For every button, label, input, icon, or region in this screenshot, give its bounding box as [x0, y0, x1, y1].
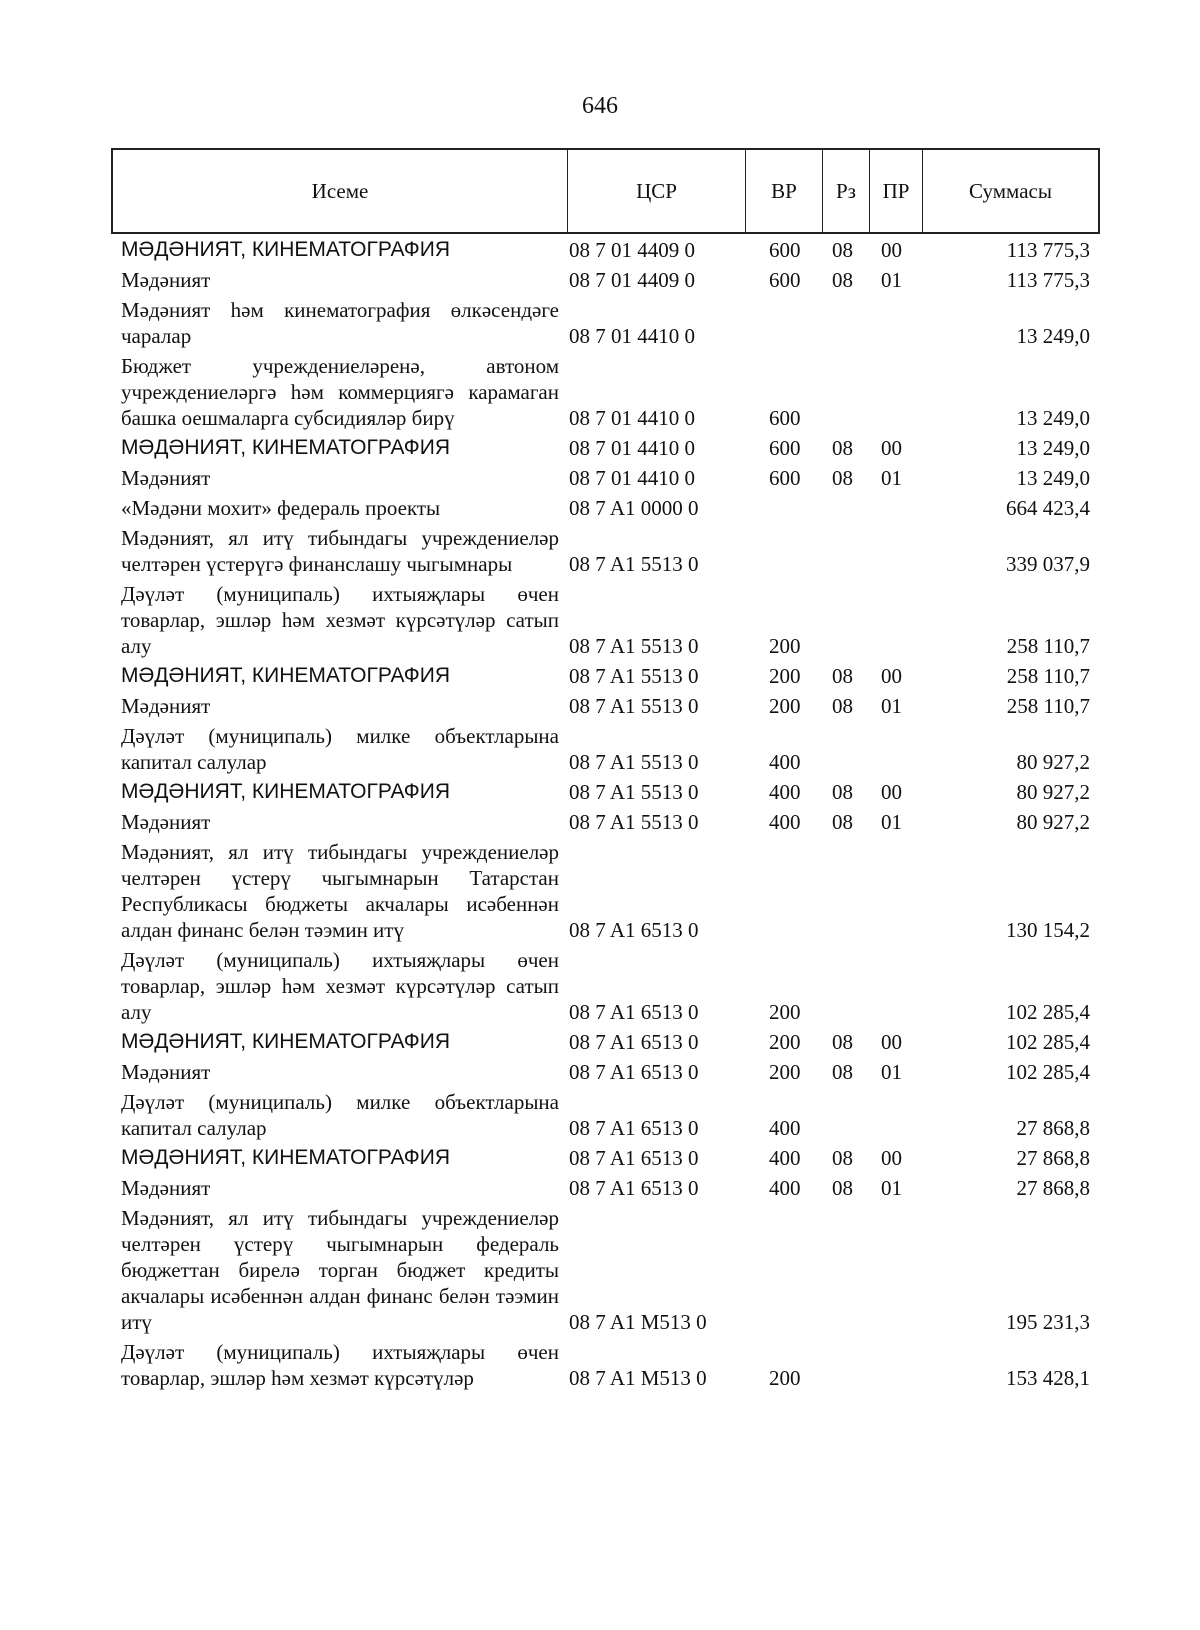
table-row [111, 1086, 1100, 1142]
row-name: Дәүләт (муниципаль) ихтыяҗлары өчен товарлар, эшләр һәм хезмәт күрсәтүләр [121, 1340, 559, 1390]
row-sum: 258 110,7 [1006, 694, 1090, 718]
row-name: «Мәдәни мохит» федераль проекты [121, 496, 441, 520]
row-csr: 08 7 A1 M513 0 [569, 1366, 707, 1390]
row-csr: 08 7 01 4410 0 [569, 436, 695, 460]
row-csr: 08 7 A1 6513 0 [569, 1176, 699, 1200]
table-row [111, 690, 1100, 720]
row-rz: 08 [832, 1060, 853, 1084]
row-name: Мәдәният [121, 1060, 211, 1084]
row-name: МӘДӘНИЯТ, КИНЕМАТОГРАФИЯ [121, 238, 450, 261]
table-row [111, 720, 1100, 776]
row-name: Мәдәният [121, 268, 211, 292]
row-name: МӘДӘНИЯТ, КИНЕМАТОГРАФИЯ [121, 1030, 450, 1053]
row-name: Дәүләт (муниципаль) ихтыяҗлары өчен товарлар, эшләр һәм хезмәт күрсәтүләр сатып алу [121, 948, 559, 1024]
row-csr: 08 7 A1 5513 0 [569, 694, 699, 718]
row-csr: 08 7 A1 6513 0 [569, 1030, 699, 1054]
row-sum: 113 775,3 [1006, 238, 1090, 262]
row-vr: 400 [769, 1176, 801, 1200]
row-name: Мәдәният [121, 694, 211, 718]
row-pr: 00 [881, 436, 902, 460]
row-name: Мәдәният [121, 810, 211, 834]
row-csr: 08 7 A1 5513 0 [569, 664, 699, 688]
budget-table-body [111, 234, 1100, 1392]
row-vr: 200 [769, 634, 801, 658]
table-header [111, 148, 1100, 234]
row-name: Мәдәният, ял итү тибындагы учреждениеләр челтәрен үстерү чыгымнарын федераль бюджеттан бирелә торган бюджет кредиты акчалары исәбеннән алдан финанс белән тәэмин итү [121, 1206, 559, 1334]
row-sum: 13 249,0 [1016, 324, 1090, 348]
row-csr: 08 7 A1 6513 0 [569, 918, 699, 942]
row-csr: 08 7 01 4410 0 [569, 324, 695, 348]
row-csr: 08 7 A1 0000 0 [569, 496, 699, 520]
row-name: Мәдәният, ял итү тибындагы учреждениеләр челтәрен үстерүгә финанслашу чыгымнары [121, 526, 559, 576]
row-csr: 08 7 A1 6513 0 [569, 1000, 699, 1024]
table-row [111, 776, 1100, 806]
row-pr: 01 [881, 1176, 902, 1200]
row-name: МӘДӘНИЯТ, КИНЕМАТОГРАФИЯ [121, 664, 450, 687]
row-vr: 600 [769, 238, 801, 262]
row-vr: 400 [769, 1116, 801, 1140]
row-rz: 08 [832, 1146, 853, 1170]
row-sum: 664 423,4 [1006, 496, 1090, 520]
table-row [111, 944, 1100, 1026]
row-vr: 600 [769, 268, 801, 292]
row-pr: 00 [881, 1030, 902, 1054]
row-rz: 08 [832, 466, 853, 490]
row-csr: 08 7 01 4409 0 [569, 238, 695, 262]
table-row [111, 264, 1100, 294]
row-vr: 400 [769, 810, 801, 834]
row-vr: 400 [769, 780, 801, 804]
row-csr: 08 7 A1 M513 0 [569, 1310, 707, 1334]
row-vr: 600 [769, 436, 801, 460]
row-csr: 08 7 01 4409 0 [569, 268, 695, 292]
table-row [111, 350, 1100, 432]
row-sum: 80 927,2 [1016, 810, 1090, 834]
row-name: Мәдәният һәм кинематография өлкәсендәге чаралар [121, 298, 559, 348]
row-vr: 200 [769, 1030, 801, 1054]
table-row [111, 578, 1100, 660]
row-name: МӘДӘНИЯТ, КИНЕМАТОГРАФИЯ [121, 780, 450, 803]
row-name: Бюджет учреждениеләренә, автоном учреждениеләргә һәм коммерциягә карамаган башка оешмаларга субсидияләр бирү [121, 354, 559, 430]
header-csr: ЦСР [567, 150, 745, 232]
row-name: Дәүләт (муниципаль) милке объектларына капитал салулар [121, 1090, 559, 1140]
row-vr: 200 [769, 1060, 801, 1084]
row-sum: 13 249,0 [1016, 436, 1090, 460]
header-sum: Суммасы [922, 150, 1098, 232]
row-csr: 08 7 01 4410 0 [569, 466, 695, 490]
row-sum: 153 428,1 [1006, 1366, 1090, 1390]
row-sum: 258 110,7 [1006, 634, 1090, 658]
row-vr: 200 [769, 694, 801, 718]
row-sum: 80 927,2 [1016, 780, 1090, 804]
page-number: 646 [582, 93, 618, 119]
header-name: Исеме [311, 178, 369, 203]
row-name: Мәдәният [121, 466, 211, 490]
row-vr: 200 [769, 664, 801, 688]
row-csr: 08 7 A1 6513 0 [569, 1060, 699, 1084]
row-sum: 195 231,3 [1006, 1310, 1090, 1334]
row-rz: 08 [832, 780, 853, 804]
header-pr: ПР [869, 150, 922, 232]
row-csr: 08 7 A1 5513 0 [569, 810, 699, 834]
row-sum: 27 868,8 [1016, 1176, 1090, 1200]
row-pr: 00 [881, 780, 902, 804]
table-row [111, 806, 1100, 836]
row-vr: 400 [769, 750, 801, 774]
row-name: МӘДӘНИЯТ, КИНЕМАТОГРАФИЯ [121, 436, 450, 459]
table-row [111, 432, 1100, 462]
row-pr: 00 [881, 1146, 902, 1170]
row-name: МӘДӘНИЯТ, КИНЕМАТОГРАФИЯ [121, 1146, 450, 1169]
row-vr: 600 [769, 406, 801, 430]
row-sum: 102 285,4 [1006, 1060, 1090, 1084]
row-rz: 08 [832, 1030, 853, 1054]
row-pr: 01 [881, 694, 902, 718]
row-csr: 08 7 A1 5513 0 [569, 552, 699, 576]
row-sum: 80 927,2 [1016, 750, 1090, 774]
row-sum: 13 249,0 [1016, 406, 1090, 430]
row-vr: 200 [769, 1366, 801, 1390]
table-row [111, 462, 1100, 492]
row-name: Дәүләт (муниципаль) ихтыяҗлары өчен товарлар, эшләр һәм хезмәт күрсәтүләр сатып алу [121, 582, 559, 658]
table-row [111, 1336, 1100, 1392]
table-row [111, 492, 1100, 522]
row-rz: 08 [832, 238, 853, 262]
row-sum: 339 037,9 [1006, 552, 1090, 576]
row-sum: 13 249,0 [1016, 466, 1090, 490]
row-csr: 08 7 01 4410 0 [569, 406, 695, 430]
header-vr: ВР [745, 150, 822, 232]
row-pr: 00 [881, 664, 902, 688]
row-sum: 130 154,2 [1006, 918, 1090, 942]
row-sum: 102 285,4 [1006, 1030, 1090, 1054]
row-sum: 113 775,3 [1006, 268, 1090, 292]
table-row [111, 1142, 1100, 1172]
table-row [111, 1202, 1100, 1336]
row-csr: 08 7 A1 6513 0 [569, 1146, 699, 1170]
table-row [111, 1026, 1100, 1056]
row-csr: 08 7 A1 5513 0 [569, 750, 699, 774]
row-rz: 08 [832, 810, 853, 834]
row-vr: 200 [769, 1000, 801, 1024]
row-sum: 102 285,4 [1006, 1000, 1090, 1024]
row-rz: 08 [832, 1176, 853, 1200]
row-rz: 08 [832, 694, 853, 718]
row-sum: 258 110,7 [1006, 664, 1090, 688]
row-name: Мәдәният [121, 1176, 211, 1200]
row-pr: 00 [881, 238, 902, 262]
row-vr: 600 [769, 466, 801, 490]
header-rz: Рз [822, 150, 869, 232]
row-csr: 08 7 A1 5513 0 [569, 780, 699, 804]
row-pr: 01 [881, 268, 902, 292]
row-rz: 08 [832, 436, 853, 460]
table-row [111, 1172, 1100, 1202]
row-rz: 08 [832, 268, 853, 292]
table-row [111, 234, 1100, 264]
row-pr: 01 [881, 1060, 902, 1084]
row-sum: 27 868,8 [1016, 1146, 1090, 1170]
table-row [111, 836, 1100, 944]
row-name: Дәүләт (муниципаль) милке объектларына капитал салулар [121, 724, 559, 774]
table-row [111, 1056, 1100, 1086]
row-name: Мәдәният, ял итү тибындагы учреждениеләр челтәрен үстерү чыгымнарын Татарстан Республикасы бюджеты акчалары исәбеннән алдан финанс белән тәэмин итү [121, 840, 559, 942]
row-sum: 27 868,8 [1016, 1116, 1090, 1140]
table-row [111, 660, 1100, 690]
row-csr: 08 7 A1 6513 0 [569, 1116, 699, 1140]
table-row [111, 294, 1100, 350]
row-pr: 01 [881, 810, 902, 834]
row-vr: 400 [769, 1146, 801, 1170]
table-row [111, 522, 1100, 578]
row-csr: 08 7 A1 5513 0 [569, 634, 699, 658]
row-pr: 01 [881, 466, 902, 490]
row-rz: 08 [832, 664, 853, 688]
